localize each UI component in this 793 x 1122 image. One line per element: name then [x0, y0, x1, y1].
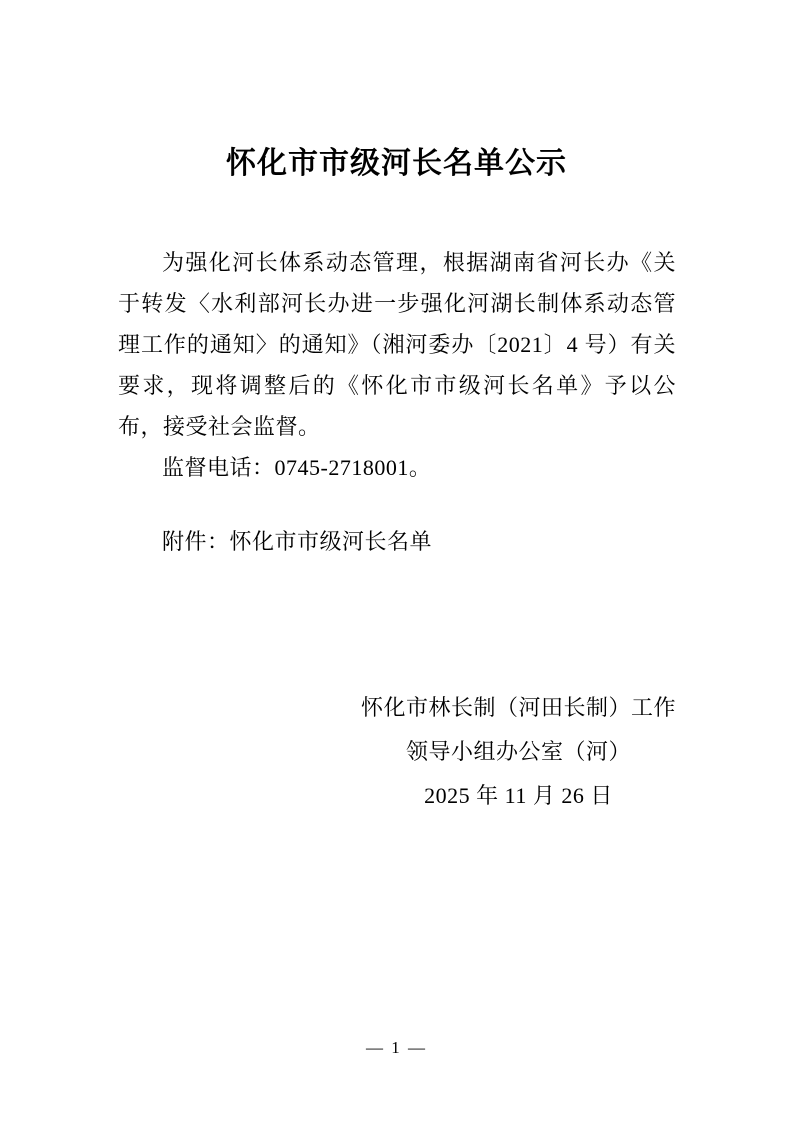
page-number: — 1 — [366, 1038, 427, 1057]
page-title: 怀化市市级河长名单公示 [226, 147, 567, 180]
attachment-line: 附件：怀化市市级河长名单 [162, 529, 433, 554]
signature-org-line-1: 怀化市林长制（河田长制）工作 [360, 695, 676, 720]
signature-date: 2025 年 11 月 26 日 [424, 783, 613, 808]
signature-org-line-2: 领导小组办公室（河） [405, 739, 631, 764]
body-paragraph-main: 为强化河长体系动态管理，根据湖南省河长办《关于转发〈水利部河长办进一步强化河湖长制体系动态管理工作的通知〉的通知》（湘河委办〔2021〕4 号）有关要求，现将调整后的《怀化市市级河长名单》予以公布，接受社会监督。 [118, 250, 676, 439]
supervision-phone-line: 监督电话：0745-2718001。 [162, 455, 432, 480]
signature-block [361, 686, 676, 818]
document-body [0, 242, 793, 818]
